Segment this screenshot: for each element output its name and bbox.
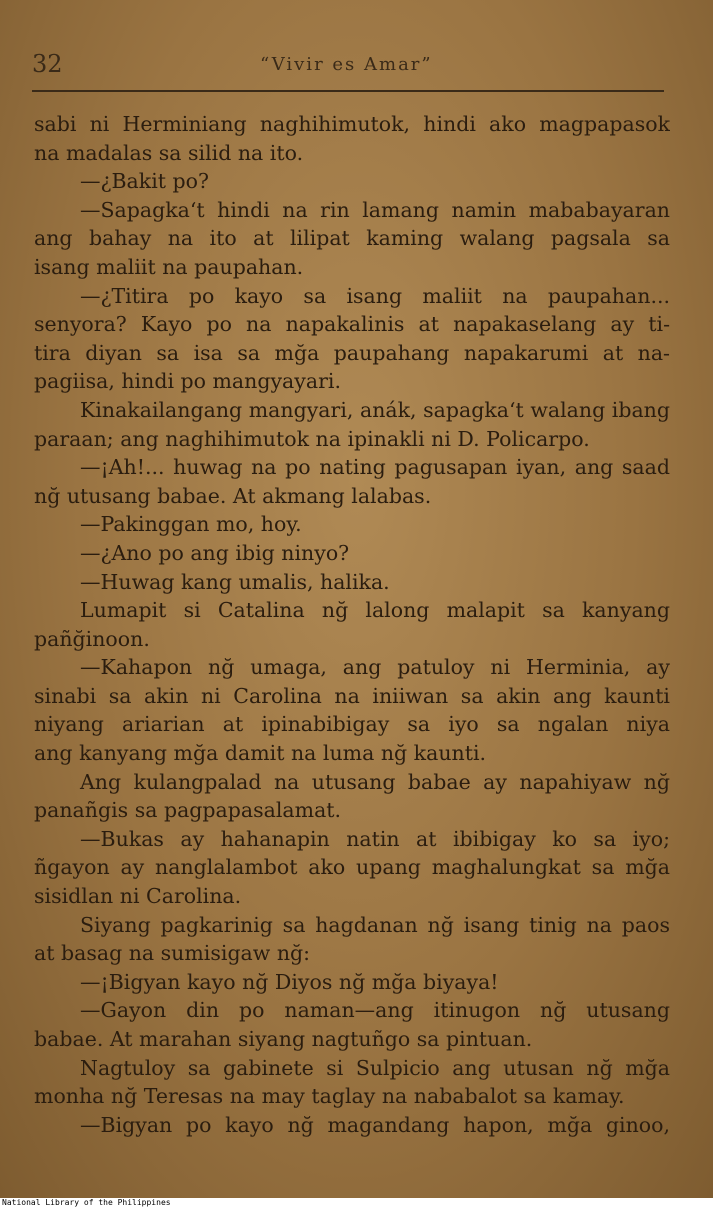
text-line: —Gayon din po naman—ang itinugon nğ utusang [80, 998, 670, 1023]
footer [0, 1198, 713, 1208]
text-line: Lumapit si Catalina nğ lalong malapit sa kanyang [80, 598, 670, 623]
footer-credit: National Library of the Philippines [2, 1198, 171, 1207]
text-line: —Kahapon nğ umaga, ang patuloy ni Herminia, ay [80, 655, 670, 680]
text-line: at basag na sumisigaw nğ: [34, 941, 311, 966]
text-line: Ang kulangpalad na utusang babae ay napahiyaw nğ [80, 769, 670, 794]
text-line: isang maliit na paupahan. [34, 254, 304, 279]
text-line: —Bukas ay hahanapin natin at ibibigay ko sa iyo; [80, 826, 670, 851]
header-rule [32, 90, 664, 92]
text-line: paraan; ang naghihimutok na ipinakli ni D. Policarpo. [34, 426, 590, 451]
running-title: “Vivir es Amar” [260, 54, 433, 75]
text-line: —¿Ano po ang ibig ninyo? [80, 540, 350, 565]
text-line: ang kanyang mğa damit na luma nğ kaunti. [34, 741, 487, 766]
text-line: —¡Bigyan kayo nğ Diyos nğ mğa biyaya! [80, 969, 499, 994]
text-line: sisidlan ni Carolina. [34, 884, 242, 909]
text-line: Siyang pagkarinig sa hagdanan nğ isang tinig na paos [80, 912, 670, 937]
text-line: —Bigyan po kayo nğ magandang hapon, mğa ginoo, [80, 1112, 670, 1137]
text-line: nğ utusang babae. At akmang lalabas. [34, 483, 432, 508]
text-line: —¿Bakit po? [80, 169, 209, 194]
text-line: na madalas sa silid na ito. [34, 140, 304, 165]
text-line: Kinakailangang mangyari, anák, sapagka‘t walang ibang [80, 397, 670, 422]
text-line: —¡Ah!... huwag na po nating pagusapan iyan, ang saad [80, 455, 670, 480]
text-line: —¿Titira po kayo sa isang maliit na paupahan... [80, 283, 670, 308]
text-line: ang bahay na ito at lilipat kaming walang pagsala sa [34, 226, 670, 251]
text-line: pañğinoon. [34, 626, 150, 651]
text-line: monha nğ Teresas na may taglay na nababalot sa kamay. [34, 1084, 625, 1109]
text-line: tira diyan sa isa sa mğa paupahang napakarumi at na- [34, 340, 670, 365]
text-line: senyora? Kayo po na napakalinis at napakaselang ay ti- [34, 312, 670, 337]
page-number: 32 [32, 50, 63, 78]
text-line: sabi ni Herminiang naghihimutok, hindi ako magpapasok [34, 112, 670, 136]
text-line: —Pakinggan mo, hoy. [80, 512, 302, 537]
text-line: —Sapagka‘t hindi na rin lamang namin mababayaran [80, 197, 670, 222]
text-line: ñgayon ay nanglalambot ako upang maghalungkat sa mğa [34, 855, 670, 880]
text-line: sinabi sa akin ni Carolina na iniiwan sa akin ang kaunti [34, 683, 670, 708]
text-line: babae. At marahan siyang nagtuñgo sa pintuan. [34, 1027, 533, 1051]
text-line: Nagtuloy sa gabinete si Sulpicio ang utusan nğ mğa [80, 1055, 670, 1080]
text-line: niyang ariarian at ipinabibigay sa iyo sa ngalan niya [34, 712, 670, 737]
body-text [34, 110, 670, 1139]
text-line: panañgis sa pagpapasalamat. [34, 798, 342, 823]
page-header [32, 50, 682, 86]
text-line: —Huwag kang umalis, halika. [80, 569, 390, 594]
text-line: pagiisa, hindi po mangyayari. [34, 369, 341, 394]
